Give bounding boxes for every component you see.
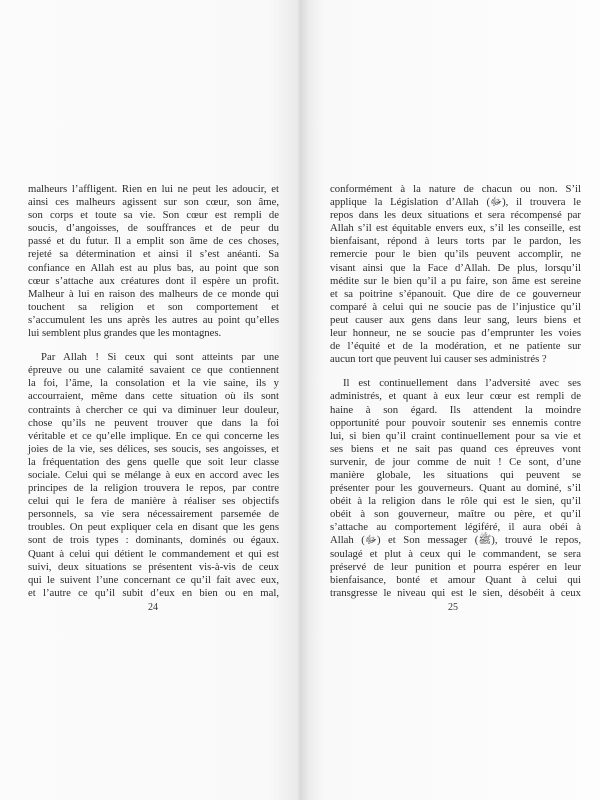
text-line: soulagé et plut à ceux qui le commandent, se sera — [330, 547, 581, 560]
text-line: suivi, deux situations se présentent vis-à-vis de ceux — [28, 560, 279, 573]
text-line: contraints à chercher ce qui va diminuer leur douleur, — [28, 403, 279, 416]
text-line: comparé à celui qui ne soucie pas de l’injustice qu’il — [330, 300, 581, 313]
text-line: joies de la vie, ses délices, ses soucis, ses angoisses, et — [28, 442, 279, 455]
text-line: qui le suivent l’une concernant ce qu’il fait avec eux, — [28, 573, 279, 586]
text-line: véritable et ce qu’elle implique. En ce qui concerne les — [28, 429, 279, 442]
text-line: médite sur le bien qu’il a pu faire, son âme est sereine — [330, 274, 581, 287]
page-body — [330, 183, 581, 611]
text-line: et l’autre ce qu’il subit d’eux en bien ou en mal, — [28, 586, 279, 599]
text-line: Allah s’il est équitable envers eux, s’il les conseille, est — [330, 222, 581, 235]
text-line: son corps et toute sa vie. Son cœur est rempli de — [28, 209, 279, 222]
text-line: visant ainsi que la Face d’Allah. De plus, lorsqu’il — [330, 261, 581, 274]
text-line: ses biens et ne sait pas quand ces épreuves vont — [330, 442, 581, 455]
text-line: Par Allah ! Si ceux qui sont atteints par une — [41, 351, 279, 364]
right-page — [300, 0, 600, 800]
text-line: s’accumulent les uns après les autres au point qu’elles — [28, 313, 279, 326]
text-line: confiance en Allah est au plus bas, au point que son — [28, 261, 279, 274]
text-line: sont de trois types : dominants, dominés ou égaux. — [28, 534, 279, 547]
text-line: obéit à la religion dans le rôle qui est le sien, qu’il — [330, 495, 581, 508]
text-line: personnels, sa vie sera nécessairement parsemée de — [28, 508, 279, 521]
page-number: 24 — [148, 602, 158, 613]
text-line: lui, si bien qu’il craint continuellement pour sa vie et — [330, 429, 581, 442]
text-line: Malheur à lui en raison des malheurs de ce monde qui — [28, 287, 279, 300]
paragraph — [28, 351, 279, 600]
text-line: accourraient, même dans cette situation où ils sont — [28, 390, 279, 403]
text-line: principes de la religion trouvera le repos, par contre — [28, 482, 279, 495]
text-line: et sa poitrine s’épanouit. Que dire de ce gouverneur — [330, 287, 581, 300]
text-line: bienfaisant, répond à leurs torts par le pardon, les — [330, 235, 581, 248]
text-line: Allah (ﷻ) et Son messager (ﷺ), trouvé le repos, — [330, 534, 581, 547]
text-line: conformément à la nature de chacun ou non. S’il — [330, 183, 581, 195]
text-line: ainsi ces malheurs agissent sur son cœur, son âme, — [28, 196, 279, 209]
text-line: transgresse le niveau qui est le sien, désobéit à ceux — [330, 586, 581, 599]
text-line: préservé de leur punition et pourra espérer en leur — [330, 560, 581, 573]
text-line: soucis, d’angoisses, de souffrances et de peur du — [28, 222, 279, 235]
text-line: celui qui le fera de manière à réaliser ses objectifs — [28, 495, 279, 508]
text-line: touchent sa religion et son comportement et — [28, 300, 279, 313]
text-line: manière globale, les situations qui peuvent se — [330, 468, 581, 481]
text-line: rejeté sa détermination et ainsi il s’est anéanti. Sa — [28, 248, 279, 261]
text-line: la foi, l’âme, la consolation et la vie saine, ils y — [28, 377, 279, 390]
text-line: troubles. On peut expliquer cela en disant que les gens — [28, 521, 279, 534]
text-line: bienfaisance, bonté et amour Quant à celui qui — [330, 573, 581, 586]
text-line: aucun tort que peuvent lui causer ses administrés ? — [330, 353, 547, 366]
text-line: leur honneur, ne se soucie pas d’emprunter les voies — [330, 327, 581, 340]
text-line: repos dans les deux situations et sera récompensé par — [330, 209, 581, 222]
paragraph — [330, 183, 581, 366]
text-line: la fréquentation des gens quelle que soit leur classe — [28, 455, 279, 468]
page-number: 25 — [448, 602, 458, 613]
text-line: lui semblent plus grandes que les montagnes. — [28, 327, 222, 340]
page-body — [28, 183, 279, 611]
text-line: survenir, de jour comme de nuit ! Ce sont, d’une — [330, 455, 581, 468]
text-line: passé et du futur. Il a emplit son âme de ces choses, — [28, 235, 279, 248]
text-line: de l’équité et de la modération, et ne patiente sur — [330, 340, 581, 353]
text-line: remercie pour le bien qu’ils peuvent accomplir, ne — [330, 248, 581, 261]
text-line: opportunité pour pouvoir soutenir ses ennemis contre — [330, 416, 581, 429]
text-line: présenter pour les gouverneurs. Quant au dominé, s’il — [330, 482, 581, 495]
text-line: malheurs l’affligent. Rien en lui ne peut les adoucir, et — [28, 183, 279, 195]
text-line: s’attache au comportement légiféré, il aura obéi à — [330, 521, 581, 534]
text-line: applique la Législation d’Allah (ﷻ), il trouvera le — [330, 196, 581, 209]
paragraph — [28, 183, 279, 340]
text-line: Quant à celui qui détient le commandement et qui est — [28, 547, 279, 560]
text-line: Il est continuellement dans l’adversité avec ses — [343, 377, 581, 390]
text-line: épreuve ou une calamité savaient ce que contiennent — [28, 364, 279, 377]
text-line: haine à son égard. Ils attendent la moindre — [330, 403, 581, 416]
text-line: cœur s’attache aux créatures dont il espère un profit. — [28, 274, 279, 287]
text-line: sociale. Celui qui se mélange à eux en accord avec les — [28, 468, 279, 481]
text-line: administrés, et quant à eux leur cœur est rempli de — [330, 390, 581, 403]
text-line: peut causer aux gens dans leur sang, leurs biens et — [330, 313, 581, 326]
text-line: chose qu’ils ne peuvent trouver que dans la foi — [28, 416, 279, 429]
text-line: obéit à son gouverneur, maître ou père, et qu’il — [330, 508, 581, 521]
paragraph — [330, 377, 581, 600]
